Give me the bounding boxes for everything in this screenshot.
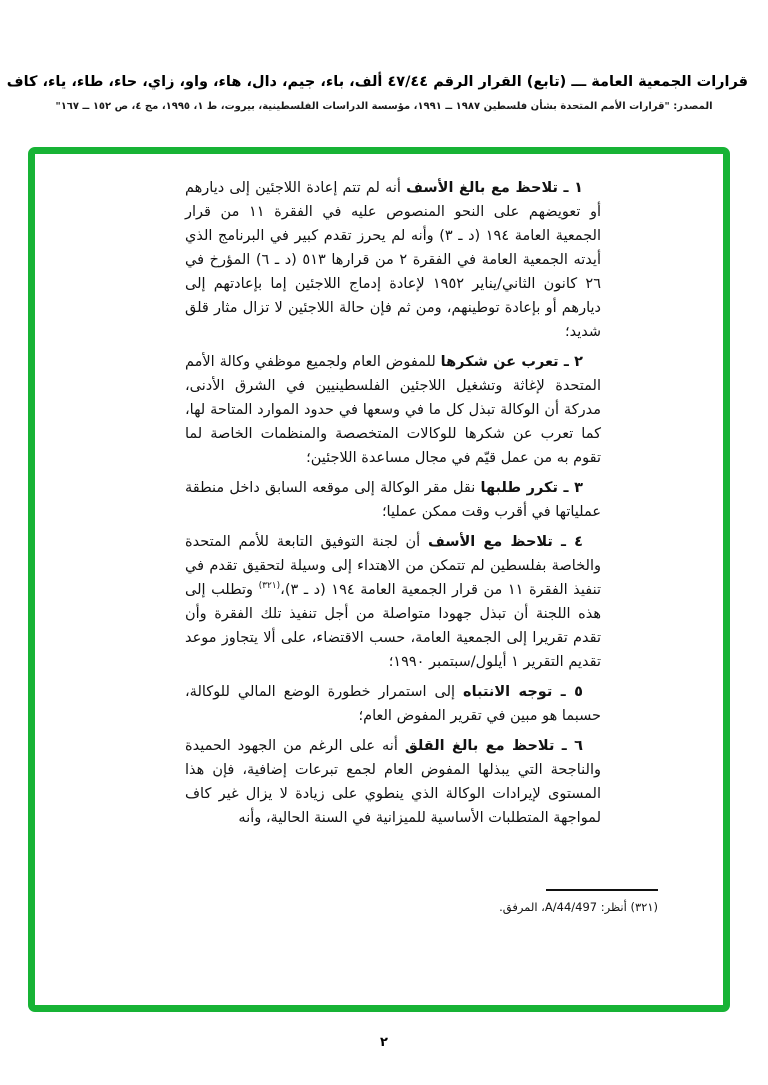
paragraph: ٤ ـ تلاحظ مع الأسف أن لجنة التوفيق التابعة للأمم المتحدة والخاصة بفلسطين لم تتمكن من الاهتداء إلى وسيلة لتحقيق تقدم في تنفيذ الفقرة ١١ من قرار الجمعية العامة ١٩٤ (د ـ ٣)،$^{(٣٢١)}$ وتطلب إلى هذه اللجنة أن تبذل جهودا متواصلة من أجل تنفيذ تلك الفقرة وأن تقدم تقريرا إلى الجمعية العامة، حسب الاقتضاء، على ألا يتجاوز موعد تقديم التقرير ١ أيلول/سبتمبر ١٩٩٠؛ [185,534,601,670]
footnote-reference: (٣٢١) [258,581,281,592]
footnote-separator [546,889,658,891]
document-source-line: المصدر: "قرارات الأمم المتحدة بشأن فلسطين ١٩٨٧ ــ ١٩٩١، مؤسسة الدراسات الفلسطينية، بيروت، ط ١، ١٩٩٥، مج ٤، ص ١٥٢ ــ ١٦٧" [55,101,713,112]
paragraphs-container [185,176,601,830]
paragraph: ٢ ـ تعرب عن شكرها للمفوض العام ولجميع موظفي وكالة الأمم المتحدة لإغاثة وتشغيل اللاجئين الفلسطينيين في الشرق الأدنى، مدركة أن الوكالة تبذل كل ما في وسعها في حدود الموارد المتاحة لها، كما تعرب عن شكرها للوكالات المتخصصة والمنظمات الخاصة لما تقوم به من عمل قيّم في مجال مساعدة اللاجئين؛ [185,354,601,466]
footnote [432,889,658,914]
page-number: ٢ [380,1035,388,1050]
footnote-line [432,900,658,914]
footnote-marker: (٣٢١) [630,900,658,914]
footnote-text: أنظر: A/44/497، المرفق. [499,900,627,914]
paragraph: ١ ـ تلاحظ مع بالغ الأسف أنه لم تتم إعادة اللاجئين إلى ديارهم أو تعويضهم على النحو المنصوص عليه في الفقرة ١١ من قرار الجمعية العامة ١٩٤ (د ـ ٣) وأنه لم يحرز تقدم كبير في البرنامج الذي أيدته الجمعية العامة في الفقرة ٢ من قرارها ٥١٣ (د ـ ٦) المؤرخ في ٢٦ كانون الثاني/يناير ١٩٥٢ لإعادة إدماج اللاجئين إما بإعادتهم إلى ديارهم أو بإعادة توطينهم، ومن ثم فإن حالة اللاجئين لا تزال مثار قلق شديد؛ [185,180,601,340]
paragraph: ٦ ـ تلاحظ مع بالغ القلق أنه على الرغم من الجهود الحميدة والناجحة التي يبذلها المفوض العام لجمع تبرعات إضافية، فإن هذا المستوى لإيرادات الوكالة الذي ينطوي على زيادة لا يزال غير كاف لمواجهة المتطلبات الأساسية للميزانية في السنة الحالية، وأنه [185,738,601,826]
document-header-title: قرارات الجمعية العامة ـــ (تابع) القرار الرقم ٤٧/٤٤ ألف، باء، جيم، دال، هاء، واو، زاي، حاء، طاء، ياء، كاف [6,74,748,90]
paragraph: ٣ ـ تكرر طلبها نقل مقر الوكالة إلى موقعه السابق داخل منطقة عملياتها في أقرب وقت ممكن عمليا؛ [185,480,601,520]
paragraph: ٥ ـ توجه الانتباه إلى استمرار خطورة الوضع المالي للوكالة، حسبما هو مبين في تقرير المفوض العام؛ [185,684,601,724]
document-body [185,176,601,836]
